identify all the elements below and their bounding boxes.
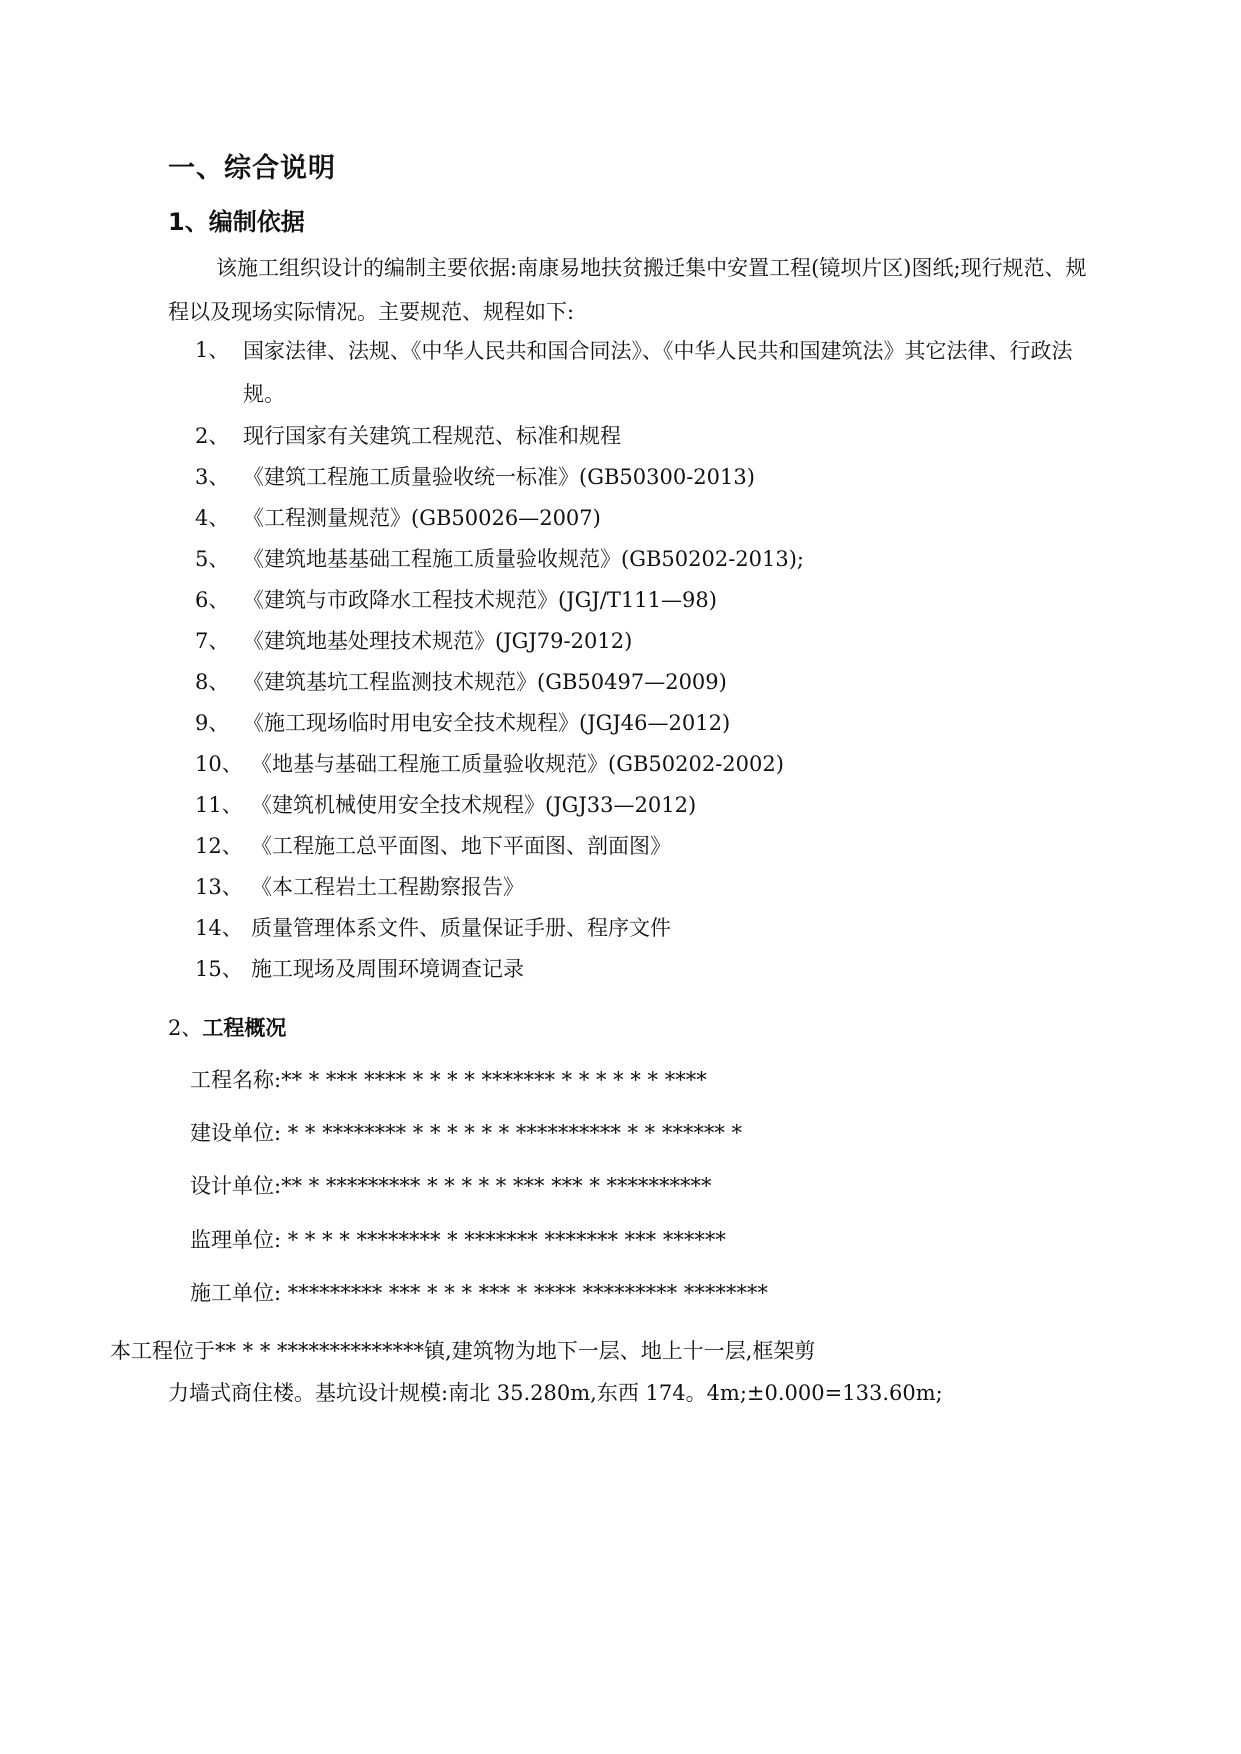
- list-item: [195, 621, 1095, 662]
- location-line-2: 力墙式商住楼。基坑设计规模:南北 35.280m,东西 174。4m;±0.000=133.60m;: [168, 1381, 943, 1405]
- list-item: [195, 703, 1095, 744]
- list-item: [195, 744, 1095, 785]
- section-title: 一、综合说明: [168, 153, 336, 184]
- list-item-text: 《建筑地基处理技术规范》(JGJ79-2012): [243, 629, 633, 653]
- list-item: [195, 457, 1095, 498]
- list-item-number: 15、: [195, 957, 243, 981]
- info-label: 监理单位:: [190, 1228, 282, 1252]
- list-item: [195, 785, 1095, 826]
- subsection-number: 2、: [168, 1016, 203, 1040]
- list-item: [195, 908, 1095, 949]
- regulation-list: [195, 330, 1095, 990]
- list-item-text: 《建筑地基基础工程施工质量验收规范》(GB50202-2013);: [243, 547, 805, 571]
- list-item-number: 4、: [195, 506, 230, 530]
- list-item: [195, 330, 1095, 416]
- list-item-text: 《建筑与市政降水工程技术规范》(JGJ/T111—98): [243, 588, 717, 612]
- list-item-text: 施工现场及周围环境调查记录: [251, 957, 524, 981]
- list-item: [195, 539, 1095, 580]
- info-row-project-name: [190, 1064, 1090, 1094]
- info-row-owner: [190, 1117, 1090, 1147]
- list-item-number: 13、: [195, 875, 243, 899]
- info-value: ** * *** **** * * * * ******* * * * * * * ****: [281, 1068, 707, 1092]
- list-item-number: 2、: [195, 424, 230, 448]
- info-label: 工程名称:: [190, 1068, 282, 1092]
- list-item-text: 《建筑基坑工程监测技术规范》(GB50497—2009): [243, 670, 727, 694]
- list-item-number: 10、: [195, 752, 243, 776]
- info-label: 建设单位:: [190, 1121, 282, 1145]
- list-item-text: 质量管理体系文件、质量保证手册、程序文件: [251, 916, 671, 940]
- info-value: * * * * ******** * ******* ******* *** ******: [281, 1228, 726, 1252]
- list-item: [195, 416, 1095, 457]
- list-item-text: 《工程施工总平面图、地下平面图、剖面图》: [251, 834, 671, 858]
- info-label: 施工单位:: [190, 1281, 282, 1305]
- info-value: ********* *** * * * *** * **** ********* ********: [281, 1281, 768, 1305]
- list-item-number: 3、: [195, 465, 230, 489]
- list-item-text: 《建筑工程施工质量验收统一标准》(GB50300-2013): [243, 465, 755, 489]
- subsection-label: 工程概况: [202, 1016, 287, 1040]
- list-item: [195, 498, 1095, 539]
- info-label: 设计单位:: [190, 1174, 282, 1198]
- location-line-1: 本工程位于** * * **************镇,建筑物为地下一层、地上十一层,框架剪: [110, 1339, 816, 1363]
- list-item: [195, 949, 1095, 990]
- list-item: [195, 867, 1095, 908]
- list-item-number: 9、: [195, 711, 230, 735]
- list-item-number: 7、: [195, 629, 230, 653]
- list-item-text: 《地基与基础工程施工质量验收规范》(GB50202-2002): [251, 752, 784, 776]
- list-item-number: 6、: [195, 588, 230, 612]
- location-paragraph: [110, 1330, 990, 1414]
- list-item: [195, 826, 1095, 867]
- intro-paragraph: 该施工组织设计的编制主要依据:南康易地扶贫搬迁集中安置工程(镜坝片区)图纸;现行规范、规程以及现场实际情况。主要规范、规程如下:: [168, 256, 1087, 324]
- list-item-number: 5、: [195, 547, 230, 571]
- list-item-text: 《工程测量规范》(GB50026—2007): [243, 506, 601, 530]
- list-item-number: 14、: [195, 916, 243, 940]
- list-item-number: 12、: [195, 834, 243, 858]
- list-item-number: 11、: [195, 793, 243, 817]
- list-item-text: 《建筑机械使用安全技术规程》(JGJ33—2012): [251, 793, 697, 817]
- list-item-text: 国家法律、法规、《中华人民共和国合同法》、《中华人民共和国建筑法》其它法律、行政法规。: [243, 339, 1073, 406]
- info-value: * * ******** * * * * * * ********** * * ****** *: [281, 1121, 743, 1145]
- info-row-supervisor: [190, 1224, 1090, 1254]
- list-item-number: 1、: [195, 338, 230, 362]
- list-item-text: 现行国家有关建筑工程规范、标准和规程: [243, 424, 621, 448]
- list-item-number: 8、: [195, 670, 230, 694]
- list-item: [195, 580, 1095, 621]
- subsection-title-overview: [168, 1012, 286, 1042]
- list-item-text: 《本工程岩土工程勘察报告》: [251, 875, 524, 899]
- list-item: [195, 662, 1095, 703]
- info-row-contractor: [190, 1277, 1090, 1307]
- info-row-designer: [190, 1170, 1090, 1200]
- list-item-text: 《施工现场临时用电安全技术规程》(JGJ46—2012): [243, 711, 731, 735]
- subsection-title-basis: 1、编制依据: [168, 208, 305, 236]
- info-value: ** * ********* * * * * * *** *** * **********: [281, 1174, 712, 1198]
